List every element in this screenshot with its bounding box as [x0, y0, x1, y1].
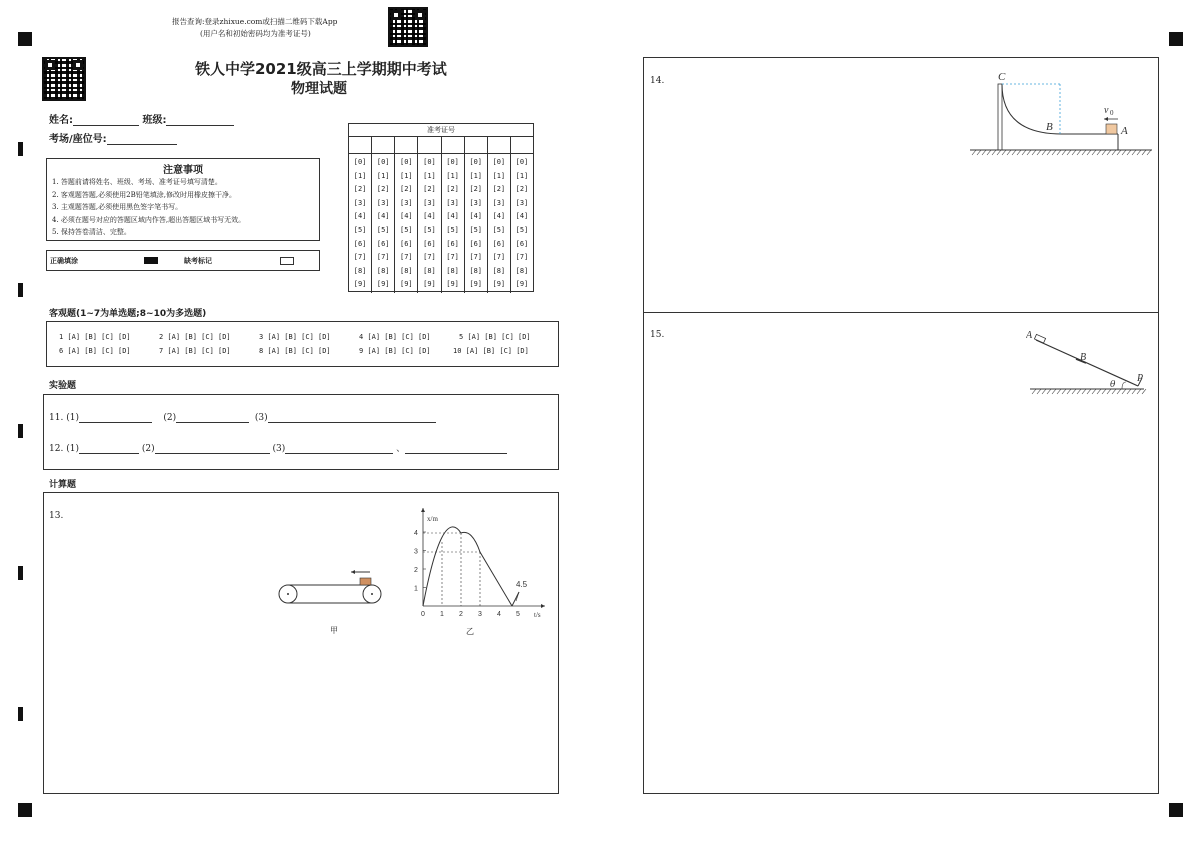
- answer-item[interactable]: 3 [A] [B] [C] [D]: [259, 333, 331, 341]
- label-p: P: [1137, 373, 1144, 384]
- y-tick-label: 2: [414, 567, 418, 574]
- y-tick-label: 3: [414, 548, 418, 556]
- question-number: 13.: [49, 511, 64, 521]
- digit-bubble[interactable]: [1]: [399, 171, 413, 180]
- graph-xlabel: t/s: [534, 611, 541, 617]
- digit-bubble[interactable]: [5]: [423, 225, 436, 234]
- ground-hatch: [1122, 389, 1126, 394]
- ground-hatch: [1132, 150, 1136, 155]
- digit-bubble[interactable]: [0]: [399, 158, 413, 166]
- digit-bubble[interactable]: [7]: [353, 253, 367, 262]
- id-digit-column: [349, 154, 372, 293]
- digit-bubble[interactable]: [1]: [446, 171, 459, 180]
- digit-bubble[interactable]: [8]: [376, 266, 390, 275]
- experiment-heading: 实验题: [49, 381, 77, 391]
- label-b: B: [1080, 352, 1087, 363]
- ground-hatch: [1042, 389, 1046, 394]
- digit-bubble[interactable]: [9]: [446, 280, 459, 289]
- ground-hatch: [1117, 150, 1121, 155]
- id-digit-column: [465, 154, 488, 293]
- answer-item[interactable]: 4 [A] [B] [C] [D]: [359, 333, 431, 341]
- ground-hatch: [1097, 389, 1101, 394]
- ground-hatch: [1037, 150, 1041, 155]
- digit-bubble[interactable]: [3]: [515, 198, 529, 207]
- digit-bubble[interactable]: [1]: [423, 171, 436, 180]
- digit-bubble[interactable]: [1]: [492, 171, 506, 180]
- answer-item[interactable]: 8 [A] [B] [C] [D]: [259, 347, 331, 355]
- block-icon: [360, 578, 371, 585]
- ground-hatch: [1092, 389, 1096, 394]
- x-tick-label: 4: [497, 611, 501, 617]
- digit-bubble[interactable]: [6]: [353, 239, 367, 248]
- curve-fall: [461, 532, 512, 606]
- name-label: 姓名:: [49, 115, 73, 126]
- report-query-note: (用户名和初始密码均为准考证号): [200, 29, 311, 38]
- digit-bubble[interactable]: [8]: [353, 266, 367, 275]
- timing-mark: [18, 142, 23, 156]
- timing-mark: [18, 566, 23, 580]
- digit-bubble[interactable]: [4]: [469, 212, 483, 221]
- id-digit-column: [511, 154, 533, 293]
- digit-bubble[interactable]: [9]: [399, 280, 413, 289]
- ground-hatch: [1142, 389, 1146, 394]
- ground-hatch: [1002, 150, 1006, 155]
- digit-bubble[interactable]: [2]: [469, 185, 483, 194]
- y-tick-label: 4: [414, 530, 418, 537]
- ground-hatch: [1107, 150, 1111, 155]
- answer-blank[interactable]: [79, 412, 152, 423]
- ground-hatch: [1087, 389, 1091, 394]
- alignment-mark-top-left: [18, 32, 32, 46]
- ground-hatch: [1097, 150, 1101, 155]
- ground-hatch: [1117, 389, 1121, 394]
- question-number: 14.: [650, 76, 665, 86]
- x-tick-label: 1: [440, 611, 444, 617]
- label-a: A: [1026, 330, 1033, 341]
- label-v0-subscript: 0: [1110, 109, 1114, 117]
- ground-hatch: [1027, 150, 1031, 155]
- ground-hatch: [1022, 150, 1026, 155]
- digit-bubble[interactable]: [2]: [376, 185, 390, 194]
- digit-bubble[interactable]: [6]: [376, 239, 390, 248]
- digit-bubble[interactable]: [8]: [399, 266, 413, 275]
- notice-list: [47, 176, 319, 239]
- ground-hatch: [1017, 150, 1021, 155]
- answer-blank[interactable]: [155, 443, 270, 454]
- digit-bubble[interactable]: [5]: [492, 225, 506, 234]
- name-field[interactable]: [49, 111, 234, 126]
- x-tick-label: 5: [516, 611, 520, 617]
- y-tick-label: 1: [414, 585, 418, 593]
- answer-blank[interactable]: [285, 443, 393, 454]
- curve-tail: [512, 592, 519, 606]
- digit-bubble[interactable]: [3]: [353, 198, 367, 207]
- label-b: B: [1046, 121, 1053, 133]
- label-a: A: [1121, 125, 1128, 137]
- timing-mark: [18, 707, 23, 721]
- ground-hatch: [1077, 389, 1081, 394]
- digit-bubble[interactable]: [4]: [446, 212, 459, 221]
- id-digit-column: [442, 154, 465, 293]
- ground-hatch: [1062, 150, 1066, 155]
- ground-hatch: [1032, 150, 1036, 155]
- answer-blank[interactable]: [268, 412, 436, 423]
- absent-checkbox[interactable]: [280, 257, 294, 265]
- admission-number-write-row[interactable]: [349, 137, 533, 154]
- digit-bubble[interactable]: [2]: [492, 185, 506, 194]
- ground-hatch: [1067, 389, 1071, 394]
- objective-answer-box: [46, 321, 559, 367]
- digit-bubble[interactable]: [0]: [423, 158, 436, 166]
- room-seat-field[interactable]: [49, 130, 177, 145]
- digit-bubble[interactable]: [0]: [469, 158, 483, 166]
- conveyor-belt-figure: [276, 568, 388, 608]
- answer-item[interactable]: 10 [A] [B] [C] [D]: [453, 347, 529, 355]
- digit-bubble[interactable]: [4]: [515, 212, 529, 221]
- digit-bubble[interactable]: [3]: [446, 198, 459, 207]
- alignment-mark-bottom-left: [18, 803, 32, 817]
- digit-bubble[interactable]: [4]: [353, 212, 367, 221]
- answer-item[interactable]: 9 [A] [B] [C] [D]: [359, 347, 431, 355]
- ground-hatch: [1042, 150, 1046, 155]
- objective-heading: 客观题(1~7为单选题;8~10为多选题): [49, 309, 207, 319]
- timing-mark: [18, 283, 23, 297]
- ground-hatch: [1112, 150, 1116, 155]
- ground-hatch: [1067, 150, 1071, 155]
- digit-bubble[interactable]: [6]: [446, 239, 459, 248]
- digit-bubble[interactable]: [3]: [469, 198, 483, 207]
- digit-bubble[interactable]: [5]: [515, 225, 529, 234]
- x-tick-label: 0: [421, 611, 425, 617]
- quarter-circle-track: [1002, 84, 1062, 134]
- answer-item[interactable]: 7 [A] [B] [C] [D]: [159, 347, 231, 355]
- x-tick-label: 3: [478, 611, 482, 617]
- digit-bubble[interactable]: [8]: [492, 266, 506, 275]
- ground-hatch: [1127, 150, 1131, 155]
- digit-bubble[interactable]: [1]: [376, 171, 390, 180]
- ground-hatch: [1137, 389, 1141, 394]
- ground-hatch: [1057, 150, 1061, 155]
- digit-bubble[interactable]: [6]: [515, 239, 529, 248]
- question-number: 15.: [650, 330, 665, 340]
- ground-hatch: [977, 150, 981, 155]
- timing-mark: [18, 424, 23, 438]
- ground-hatch: [1072, 389, 1076, 394]
- digit-bubble[interactable]: [9]: [492, 280, 506, 289]
- id-digit-column: [395, 154, 418, 293]
- answer-item[interactable]: 2 [A] [B] [C] [D]: [159, 333, 231, 341]
- ground-hatch: [1012, 150, 1016, 155]
- room-seat-label: 考场/座位号:: [49, 134, 107, 145]
- ground-hatch: [1047, 150, 1051, 155]
- label-theta: θ: [1110, 380, 1116, 390]
- admission-number-grid[interactable]: [348, 123, 534, 292]
- digit-bubble[interactable]: [0]: [515, 158, 529, 166]
- answer-blank[interactable]: [79, 443, 139, 454]
- digit-bubble[interactable]: [3]: [423, 198, 436, 207]
- answer-blank[interactable]: [405, 443, 507, 454]
- digit-bubble[interactable]: [0]: [446, 158, 459, 166]
- ground-hatch: [1037, 389, 1041, 394]
- digit-bubble[interactable]: [5]: [399, 225, 413, 234]
- question-number: 11.: [49, 413, 64, 423]
- notice-title: 注意事项: [163, 165, 203, 176]
- graph-ylabel: x/m: [427, 515, 438, 523]
- ground-hatch: [1007, 150, 1011, 155]
- ground-hatch: [1137, 150, 1141, 155]
- ground-hatch: [1052, 389, 1056, 394]
- position-time-graph: [408, 505, 548, 617]
- ground-hatch: [1032, 389, 1036, 394]
- digit-bubble[interactable]: [6]: [492, 239, 506, 248]
- answer-item[interactable]: 1 [A] [B] [C] [D]: [59, 333, 131, 341]
- digit-bubble[interactable]: [8]: [423, 266, 436, 275]
- ground-hatch: [1047, 389, 1051, 394]
- ground-hatch: [1057, 389, 1061, 394]
- ground-hatch: [982, 150, 986, 155]
- alignment-mark-top-right: [1169, 32, 1183, 46]
- qr-code-icon: [388, 7, 428, 47]
- exam-title: 铁人中学2021级高三上学期期中考试: [195, 60, 447, 78]
- ground-hatch: [1127, 389, 1131, 394]
- ground-hatch: [1102, 389, 1106, 394]
- label-c: C: [998, 71, 1006, 83]
- label-v0: v: [1104, 105, 1109, 116]
- digit-bubble[interactable]: [8]: [446, 266, 459, 275]
- digit-bubble[interactable]: [2]: [423, 185, 436, 194]
- ground-hatch: [1062, 389, 1066, 394]
- id-digit-column: [418, 154, 441, 293]
- digit-bubble[interactable]: [8]: [469, 266, 483, 275]
- figure-caption-yi: 乙: [466, 627, 474, 636]
- curved-track-figure: [968, 66, 1158, 158]
- admission-number-title: 准考证号: [349, 124, 533, 137]
- digit-bubble[interactable]: [0]: [376, 158, 390, 166]
- digit-bubble[interactable]: [9]: [423, 280, 436, 289]
- id-digit-column: [488, 154, 511, 293]
- ground-hatch: [1132, 389, 1136, 394]
- report-query-line: 报告查询:登录zhixue.com或扫描二维码下载App: [172, 17, 338, 26]
- digit-bubble[interactable]: [1]: [353, 171, 367, 180]
- ground-hatch: [997, 150, 1001, 155]
- ground-hatch: [992, 150, 996, 155]
- notice-box: [46, 158, 320, 241]
- digit-bubble[interactable]: [2]: [446, 185, 459, 194]
- question-12-row: 12. (1) (2) (3) 、: [49, 441, 507, 454]
- digit-bubble[interactable]: [3]: [492, 198, 506, 207]
- digit-bubble[interactable]: [4]: [376, 212, 390, 221]
- notice-item: 5. 保持答卷清洁、完整。: [52, 228, 131, 236]
- digit-bubble[interactable]: [5]: [469, 225, 483, 234]
- incline-surface: [1036, 340, 1138, 386]
- ground-hatch: [1092, 150, 1096, 155]
- digit-bubble[interactable]: [7]: [376, 253, 390, 262]
- ground-hatch: [1142, 150, 1146, 155]
- block-icon: [1034, 334, 1045, 343]
- subject-title: 物理试题: [291, 81, 347, 97]
- ground-hatch: [972, 150, 976, 155]
- digit-bubble[interactable]: [7]: [469, 253, 483, 262]
- digit-bubble[interactable]: [3]: [399, 198, 413, 207]
- digit-bubble[interactable]: [9]: [353, 280, 367, 289]
- block-icon: [1106, 124, 1117, 134]
- x-tick-label: 2: [459, 611, 463, 617]
- digit-bubble[interactable]: [7]: [492, 253, 506, 262]
- question-11-row: 11. (1) (2) (3): [49, 412, 436, 423]
- digit-bubble[interactable]: [5]: [446, 225, 459, 234]
- digit-bubble[interactable]: [6]: [469, 239, 483, 248]
- ground-hatch: [1052, 150, 1056, 155]
- qr-code-icon: [42, 57, 86, 101]
- digit-bubble[interactable]: [8]: [515, 266, 529, 275]
- ground-hatch: [1122, 150, 1126, 155]
- digit-bubble[interactable]: [4]: [423, 212, 436, 221]
- correct-fill-label: 正确填涂: [50, 257, 78, 265]
- answer-item[interactable]: 5 [A] [B] [C] [D]: [459, 333, 531, 341]
- digit-bubble[interactable]: [7]: [399, 253, 413, 262]
- ground-hatch: [1072, 150, 1076, 155]
- ground-hatch: [1082, 150, 1086, 155]
- answer-blank[interactable]: [176, 412, 249, 423]
- digit-bubble[interactable]: [2]: [399, 185, 413, 194]
- ground-hatch: [987, 150, 991, 155]
- fill-legend: [46, 250, 320, 271]
- ground-hatch: [1102, 150, 1106, 155]
- digit-bubble[interactable]: [7]: [446, 253, 459, 262]
- ground-hatch: [1087, 150, 1091, 155]
- filled-bubble-icon: [144, 257, 158, 264]
- experiment-answer-box: [43, 394, 559, 470]
- incline-figure: [1026, 326, 1150, 396]
- digit-bubble[interactable]: [2]: [353, 185, 367, 194]
- ground-hatch: [1147, 150, 1151, 155]
- ground-hatch: [1077, 150, 1081, 155]
- answer-item[interactable]: 6 [A] [B] [C] [D]: [59, 347, 131, 355]
- digit-bubble[interactable]: [9]: [376, 280, 390, 289]
- class-label: 班级:: [142, 115, 167, 126]
- digit-bubble[interactable]: [9]: [515, 280, 529, 289]
- ground-hatch: [1082, 389, 1086, 394]
- digit-bubble[interactable]: [0]: [492, 158, 506, 166]
- digit-bubble[interactable]: [1]: [515, 171, 529, 180]
- notice-item: 2. 客观题答题,必须使用2B铅笔填涂,修改时用橡皮擦干净。: [52, 190, 236, 199]
- digit-bubble[interactable]: [5]: [353, 225, 367, 234]
- digit-bubble[interactable]: [2]: [515, 185, 529, 194]
- digit-bubble[interactable]: [7]: [515, 253, 529, 262]
- figure-caption-jia: 甲: [330, 626, 338, 635]
- notice-item: 4. 必须在题号对应的答题区域内作答,超出答题区域书写无效。: [52, 215, 246, 224]
- digit-bubble[interactable]: [4]: [399, 212, 413, 221]
- digit-bubble[interactable]: [1]: [469, 171, 483, 180]
- digit-bubble[interactable]: [5]: [376, 225, 390, 234]
- notice-item: 1. 答题前请将姓名、班级、考场、准考证号填写清楚。: [52, 178, 222, 186]
- graph-annotation: 4.5: [516, 580, 528, 589]
- question-number: 12.: [49, 444, 64, 454]
- absent-mark-label: 缺考标记: [184, 257, 212, 265]
- id-digit-column: [372, 154, 395, 293]
- digit-bubble[interactable]: [9]: [469, 280, 483, 289]
- digit-bubble[interactable]: [7]: [423, 253, 436, 262]
- alignment-mark-bottom-right: [1169, 803, 1183, 817]
- digit-bubble[interactable]: [0]: [353, 158, 367, 166]
- digit-bubble[interactable]: [4]: [492, 212, 506, 221]
- digit-bubble[interactable]: [6]: [399, 239, 413, 248]
- notice-item: 3. 主观题答题,必须使用黑色签字笔书写。: [52, 203, 183, 211]
- digit-bubble[interactable]: [6]: [423, 239, 436, 248]
- digit-bubble[interactable]: [3]: [376, 198, 390, 207]
- calculation-heading: 计算题: [49, 480, 77, 490]
